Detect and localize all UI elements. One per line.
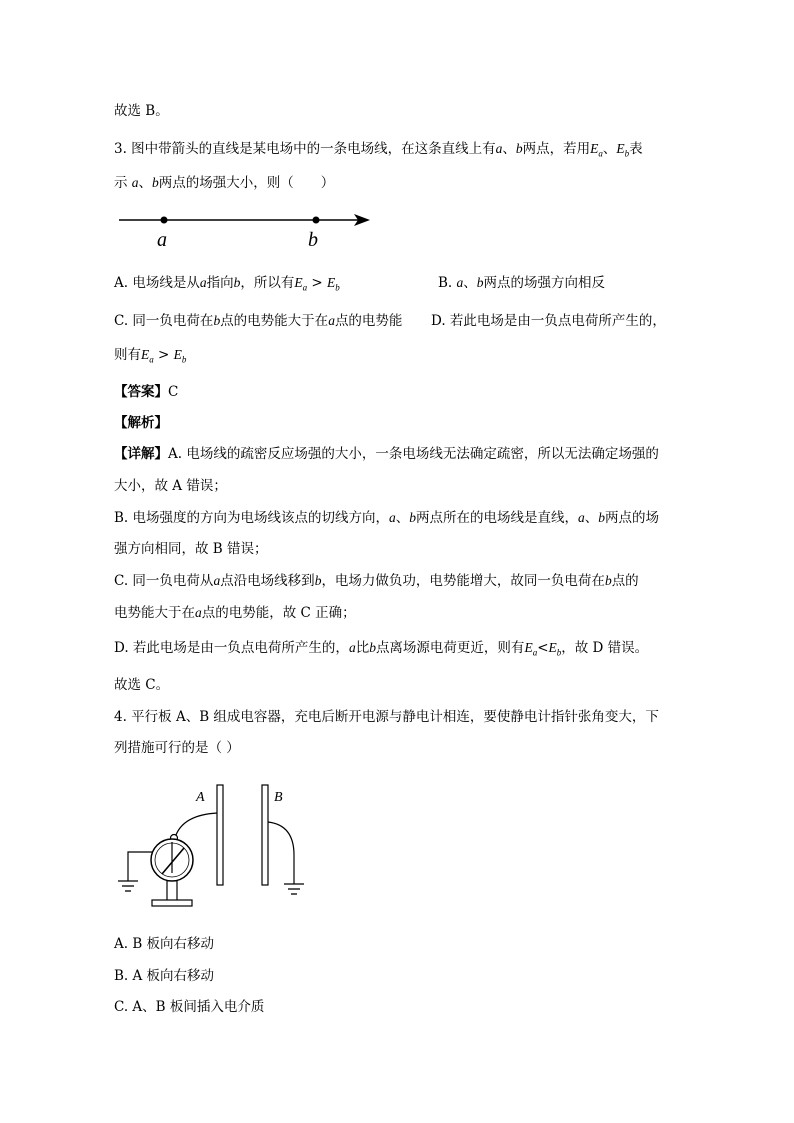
wire-a [176,813,217,835]
q3-explain-d-line1: D. 若此电场是由一负点电荷所产生的，a比b点离场源电荷更近，则有$E_a<E_b$，故 D 错误。 [114,640,649,658]
q4-capacitor-figure [114,780,314,915]
q3-field-line-figure [114,205,384,255]
q3-option-a: A. 电场线是从a指向b，所以有$E_a > E_b$ [114,275,340,293]
previous-conclusion: 故选 B。 [114,103,169,119]
q3-explain-b-line1: B. 电场强度的方向为电场线该点的切线方向，a、b两点所在的电场线是直线，a、b两点的场 [114,510,660,526]
q3-option-c: C. 同一负电荷在b点的电势能大于在a点的电势能 [114,313,403,329]
q3-explain-c-line2: 电势能大于在a点的电势能，故 C 正确； [114,605,356,621]
q3-option-b: B. a、b两点的场强方向相反 [438,275,606,291]
label-b: b [308,229,318,251]
point-b [313,217,320,224]
q3-analysis-label: 【解析】 [114,415,168,431]
q3-explain-a-line1: 【详解】A. 电场线的疏密反应场强的大小，一条电场线无法确定疏密，所以无法确定场强的 [114,446,659,462]
symbol-Ea: $E_a$ [590,141,603,159]
q4-option-b: B. A 板向右移动 [114,968,215,984]
label-a: a [157,229,167,251]
wire-b [268,822,294,884]
plate-a [217,785,223,885]
q3-answer: 【答案】C [114,384,179,400]
q3-explain-c-line1: C. 同一负电荷从a点沿电场线移到b，电场力做负功，电势能增大，故同一负电荷在b点的 [114,573,639,589]
label-plate-a: A [196,790,205,805]
q3-stem-line1: 3. 图中带箭头的直线是某电场中的一条电场线，在这条直线上有a、b两点，若用$E_a$、$E_b$表 [114,141,643,159]
electrometer-base [152,900,192,906]
q3-conclusion: 故选 C。 [114,677,170,693]
wire-ground-left [128,852,152,881]
q4-option-c: C. A、B 板间插入电介质 [114,999,265,1015]
q3-explain-b-line2: 强方向相同，故 B 错误； [114,541,268,557]
label-plate-b: B [274,790,283,805]
electrometer-stand [167,880,177,900]
symbol-Eb: $E_b$ [616,141,630,159]
q4-stem-line1: 4. 平行板 A、B 组成电容器，充电后断开电源与静电计相连，要使静电计指针张角变大，下 [114,709,659,725]
q3-option-d: D. 若此电场是由一负点电荷所产生的， [431,313,666,329]
q3-explain-a-line2: 大小，故 A 错误； [114,478,227,494]
q3-stem-line2: 示 a、b两点的场强大小，则（ ） [114,175,335,191]
q4-stem-line2: 列措施可行的是（ ） [114,740,240,756]
q4-option-a: A. B 板向右移动 [114,936,215,952]
plate-b [262,785,268,885]
point-a [161,217,168,224]
q3-option-d-cont: 则有$E_a > E_b$ [114,347,187,365]
